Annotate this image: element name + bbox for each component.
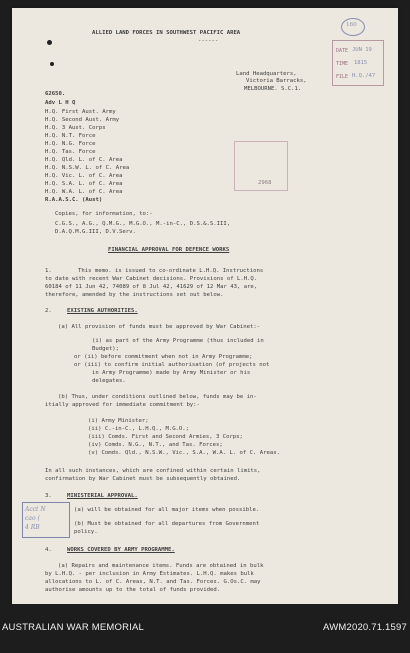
distribution-item: H.Q. Second Aust. Army xyxy=(45,117,120,123)
distribution-item: H.Q. N.G. Force xyxy=(45,141,96,147)
distribution-item: H.Q. N.S.W. L. of C. Area xyxy=(45,165,130,171)
paragraph-line: (a) Repairs and maintenance items. Funds are obtained in bulk xyxy=(58,563,264,569)
paragraph-number: 2. xyxy=(45,308,52,314)
distribution-item: H.Q. N.T. Force xyxy=(45,133,96,139)
stamp-file-label: FILE xyxy=(336,74,349,80)
title-rule: ------ xyxy=(198,38,219,44)
paragraph-line: (a) All provision of funds must be approved by War Cabinet:- xyxy=(58,324,261,330)
section-heading: MINISTERIAL APPROVAL. xyxy=(67,493,138,499)
paragraph-number: 4. xyxy=(45,547,52,553)
received-stamp-number: 2968 xyxy=(258,180,272,186)
distribution-item: H.Q. Tas. Force xyxy=(45,149,96,155)
paragraph-line: This memo. is issued to co-ordinate L.H.Q. Instructions xyxy=(78,268,264,274)
distribution-item: R.A.A.S.C. (Aust) xyxy=(45,197,103,203)
hq-line: Land Headquarters, xyxy=(236,71,297,77)
city-line: MELBOURNE. S.C.1. xyxy=(244,86,302,92)
copies-label: Copies, for information, to:- xyxy=(55,211,153,217)
distribution-heading: Adv L H Q xyxy=(45,100,76,106)
stamp-time-value: 1815 xyxy=(354,60,368,66)
paragraph-number: 3. xyxy=(45,493,52,499)
list-item: (i) as part of the Army Programme (thus included in xyxy=(92,338,264,344)
distribution-item: H.Q. First Aust. Army xyxy=(45,109,116,115)
stamp-time-label: TIME xyxy=(336,61,349,67)
paragraph-line: therefore, amended by the instructions set out below. xyxy=(45,292,224,298)
archive-footer xyxy=(0,604,410,653)
document-title: ALLIED LAND FORCES IN SOUTHWEST PACIFIC AREA xyxy=(92,30,241,36)
circled-number-text: 160 xyxy=(346,22,357,28)
list-item: delegates. xyxy=(92,378,126,384)
paragraph-line: authorise amounts up to the total of funds provided. xyxy=(45,587,221,593)
paragraph-line: (a) will be obtained for all major items when possible. xyxy=(74,507,260,513)
copies-line: D.A.Q.M.G.III, D.V.Serv. xyxy=(55,229,136,235)
subject-heading: FINANCIAL APPROVAL FOR DEFENCE WORKS xyxy=(108,247,230,253)
distribution-item: H.Q. Vic. L. of C. Area xyxy=(45,173,123,179)
distribution-item: H.Q. 3 Aust. Corps xyxy=(45,125,106,131)
paragraph-line: by L.H.Q. - per inclusion in Army Estimates. L.H.Q. makes bulk xyxy=(45,571,254,577)
list-item: (v) Comds. Qld., N.S.W., Vic., S.A., W.A. L. of C. Areas. xyxy=(88,450,280,456)
paragraph-line: In all such instances, which are confined within certain limits, xyxy=(45,468,261,474)
list-item: (iv) Comds. N.G., N.T., and Tas. Forces; xyxy=(88,442,223,448)
copies-line: C.G.S., A.G., Q.M.G., M.G.O., M.-in-C., D.S.&.S.III, xyxy=(55,221,231,227)
document-page xyxy=(12,8,398,604)
paragraph-line: 60184 of 11 Jun 42, 74089 of 8 Jul 42, 41629 of 12 Mar 43, are, xyxy=(45,284,258,290)
paragraph-line: (b) Thus, under conditions outlined below, funds may be in- xyxy=(58,394,257,400)
stamp-date-label: DATE xyxy=(336,48,349,54)
distribution-item: H.Q. W.A. L. of C. Area xyxy=(45,189,123,195)
list-item: in Army Programme) made by Army Minister or his xyxy=(92,370,251,376)
pin-hole xyxy=(47,40,52,45)
pin-hole xyxy=(50,62,54,66)
distribution-item: H.Q. S.A. L. of C. Area xyxy=(45,181,123,187)
list-item: (i) Army Minister; xyxy=(88,418,149,424)
paragraph-line: allocations to L. of C. Areas, N.T. and Tas. Forces. G.Os.C. may xyxy=(45,579,261,585)
list-item: or (iii) to confirm initial authorisation (of projects not xyxy=(74,362,270,368)
list-item: (ii) C.-in-C., L.H.Q., M.G.O.; xyxy=(88,426,190,432)
section-heading: WORKS COVERED BY ARMY PROGRAMME. xyxy=(67,547,175,553)
margin-note-line: cao ( xyxy=(25,515,40,522)
barracks-line: Victoria Barracks, xyxy=(246,78,307,84)
archive-name: AUSTRALIAN WAR MEMORIAL xyxy=(2,622,145,633)
paragraph-number: 1. xyxy=(45,268,52,274)
paragraph-line: policy. xyxy=(74,529,98,535)
paragraph-line: (b) Must be obtained for all departures from Government xyxy=(74,521,260,527)
stamp-date-value: JUN 19 xyxy=(352,47,372,53)
list-item: (iii) Comds. First and Second Armies, 3 Corps; xyxy=(88,434,243,440)
section-heading: EXISTING AUTHORITIES. xyxy=(67,308,138,314)
archive-accession-number: AWM2020.71.1597 xyxy=(323,622,407,633)
list-item: Budget); xyxy=(92,346,119,352)
paragraph-line: confirmation by War Cabinet must be subsequently obtained. xyxy=(45,476,241,482)
paragraph-line: to date with recent War Cabinet decisions. Provisions of L.H.Q. xyxy=(45,276,258,282)
stamp-file-value: H.Q./47 xyxy=(352,73,376,79)
list-item: or (ii) before commitment when not in Army Programme; xyxy=(74,354,253,360)
margin-note-line: 4 RB xyxy=(25,524,40,531)
margin-note-line: Acct N xyxy=(25,506,46,513)
reference-number: 62650. xyxy=(45,91,66,97)
distribution-item: H.Q. Qld. L. of C. Area xyxy=(45,157,123,163)
paragraph-line: itially approved for immediate commitment by:- xyxy=(45,402,200,408)
